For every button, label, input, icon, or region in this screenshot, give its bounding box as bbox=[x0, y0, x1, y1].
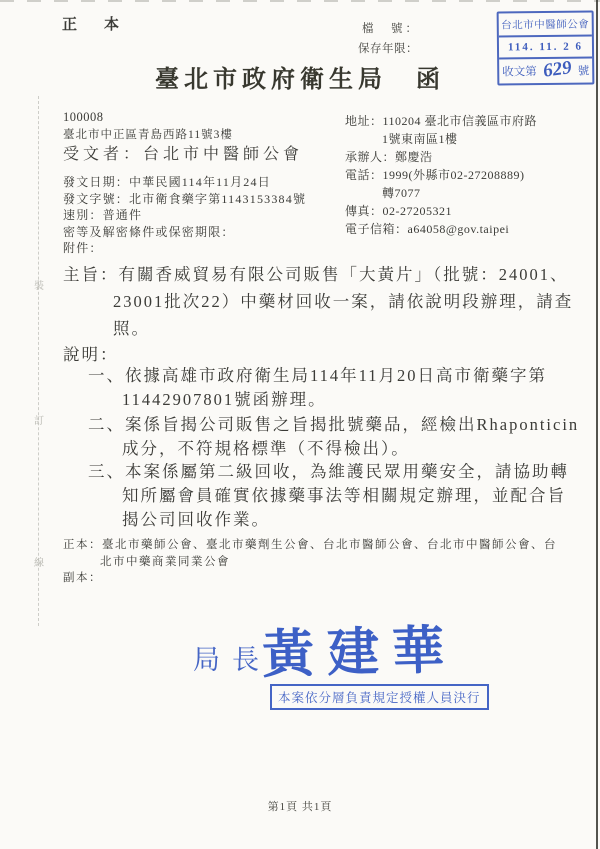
stamp-organization: 台北市中醫師公會 bbox=[501, 19, 590, 32]
subject-paragraph bbox=[63, 261, 573, 342]
contact-phone-line2: 轉7077 bbox=[382, 186, 421, 200]
subject-line3: 照。 bbox=[113, 319, 150, 338]
contact-info-block bbox=[345, 112, 537, 238]
subject-label: 主旨： bbox=[63, 265, 119, 284]
explanation-label: 說明： bbox=[63, 345, 119, 364]
distribution-original-label: 正本： bbox=[63, 539, 102, 551]
file-number-label: 檔 號： bbox=[362, 23, 420, 35]
binding-mark-xian: 線 bbox=[34, 558, 44, 569]
authorization-stamp: 本案依分層負責規定授權人員決行 bbox=[270, 684, 489, 710]
copy-type-label: 正 本 bbox=[62, 17, 126, 33]
subject-line1: 主旨：有關香威貿易有限公司販售「大黃片」（批號：24001、 bbox=[63, 265, 569, 284]
speed-class-line: 速別：普通件 bbox=[63, 208, 143, 222]
binding-line bbox=[38, 96, 39, 626]
distribution-original-line2: 北市中藥商業同業公會 bbox=[100, 555, 230, 568]
contact-fax-line: 傳真：02-27205321 bbox=[345, 204, 452, 218]
item-number-3: 三、 bbox=[88, 462, 125, 481]
recipient-line: 受文者：台北市中醫師公會 bbox=[63, 146, 304, 163]
contact-phone-line1: 電話：1999(外縣市02-27208889) bbox=[345, 168, 525, 182]
item-number-1: 一、 bbox=[88, 366, 125, 385]
distribution-original-line1: 正本：臺北市藥師公會、臺北市藥劑生公會、台北市醫師公會、台北市中醫師公會、台 bbox=[63, 539, 557, 551]
distribution-block bbox=[63, 537, 557, 587]
explanation-item-1: 一、依據高雄市政府衛生局114年11月20日高市衛藥字第 11442907801號函辦理。 bbox=[88, 366, 548, 409]
scan-artifact-right-edge bbox=[596, 0, 598, 849]
stamp-receipt-suffix: 號 bbox=[577, 65, 590, 78]
receipt-number-handwritten: 629 bbox=[541, 56, 573, 82]
document-title: 臺北市政府衛生局 函 bbox=[155, 67, 445, 93]
stamp-receipt-prefix: 收文第 bbox=[502, 66, 537, 79]
page-footer: 第1頁 共1頁 bbox=[267, 801, 333, 813]
bureau-chief-signature: 黃建華 bbox=[261, 622, 458, 685]
retention-period-label: 保存年限： bbox=[358, 43, 418, 55]
scan-artifact-top bbox=[0, 0, 600, 2]
binding-mark-ding: 訂 bbox=[34, 416, 44, 427]
recipient-postal-code: 100008 bbox=[63, 110, 104, 124]
binding-mark-zhuang: 裝 bbox=[34, 281, 44, 292]
contact-address-line2: 1號東南區1樓 bbox=[382, 132, 458, 146]
explanation-item-3: 三、本案係屬第二級回收，為維護民眾用藥安全，請協助轉 知所屬會員確實依據藥事法等相關規定辦理，並配合旨 揭公司回收作業。 bbox=[88, 462, 569, 529]
recipient-address: 臺北市中正區青島西路11號3樓 bbox=[63, 129, 233, 141]
security-class-line: 密等及解密條件或保密期限： bbox=[63, 224, 235, 239]
explanation-item-2: 二、案係旨揭公司販售之旨揭批號藥品，經檢出Rhaponticin 成分，不符規格標準（不得檢出）。 bbox=[88, 415, 580, 458]
bureau-chief-title: 局長 bbox=[193, 645, 271, 675]
stamp-date: 114. 11. 2 6 bbox=[499, 35, 592, 60]
issue-number-line: 發文字號：北市衛食藥字第1143153384號 bbox=[63, 191, 307, 206]
document-meta-block bbox=[63, 174, 306, 257]
item-number-2: 二、 bbox=[88, 415, 125, 434]
contact-person-line: 承辦人：鄭慶浩 bbox=[345, 150, 433, 164]
distribution-copy-label: 副本： bbox=[63, 572, 102, 584]
subject-line2: 23001批次22）中藥材回收一案，請依說明段辦理，請查 bbox=[113, 292, 574, 311]
issue-date-line: 發文日期：中華民國114年11月24日 bbox=[63, 175, 271, 189]
contact-address-line1: 地址：110204 臺北市信義區市府路 bbox=[345, 114, 538, 128]
attachment-line: 附件： bbox=[63, 241, 103, 255]
contact-email-line: 電子信箱：a64058@gov.taipei bbox=[345, 222, 510, 236]
